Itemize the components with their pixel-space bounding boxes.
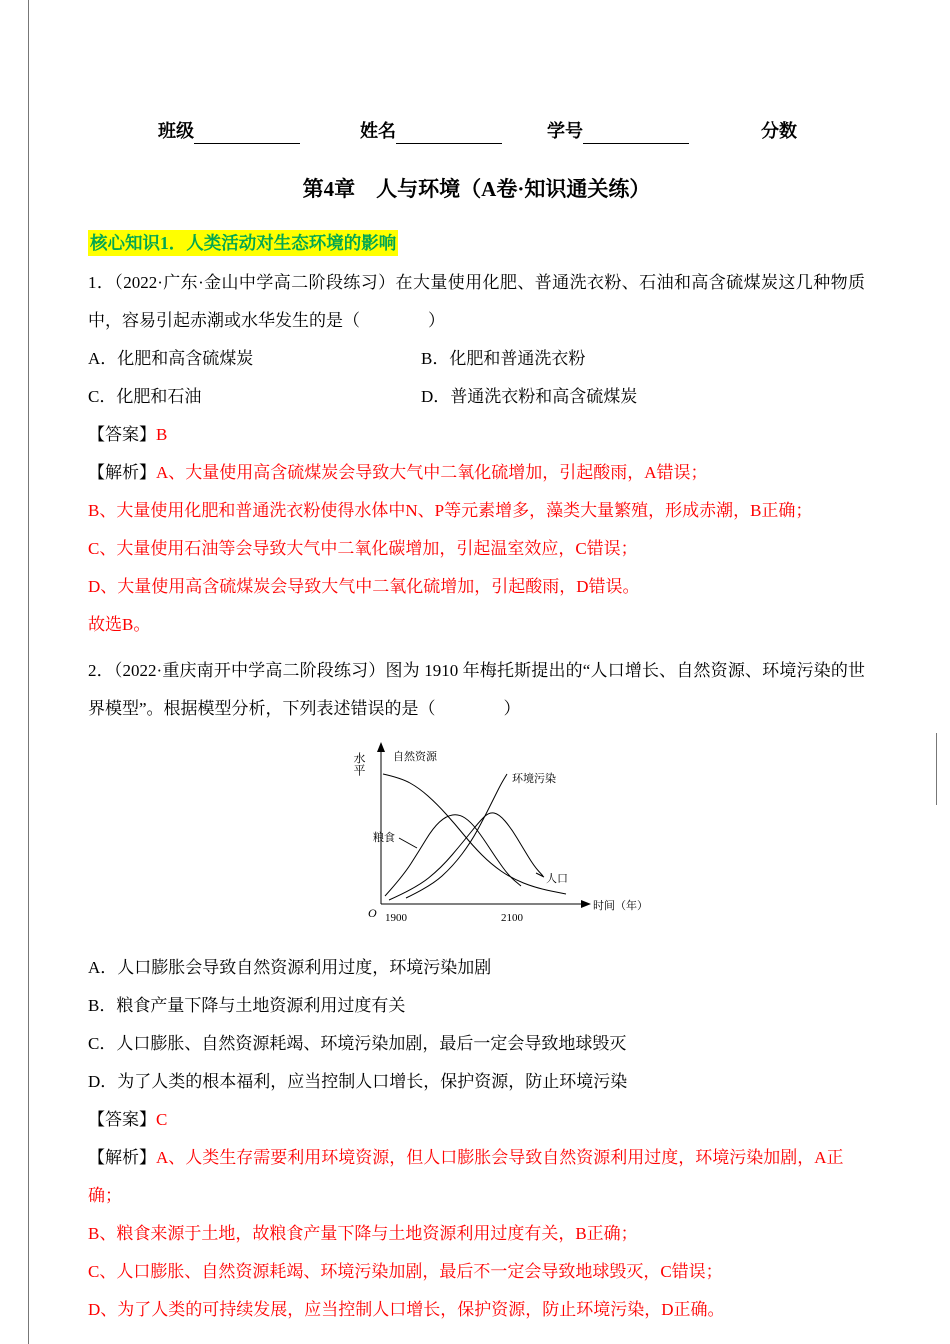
field-name-blank[interactable] [396, 123, 502, 144]
page-border-right-fragment [936, 733, 937, 805]
curve-resources [383, 774, 566, 894]
q1-analysis-label: 【解析】 [88, 463, 156, 482]
q1-answer-label: 【答案】 [88, 425, 156, 444]
q2-analysis-line-d: D、为了人类的可持续发展，应当控制人口增长，保护资源，防止环境污染，D正确。 [88, 1300, 725, 1319]
figure-origin-label: O [368, 906, 377, 920]
field-class-label: 班级 [158, 121, 194, 141]
q1-option-b: B．化肥和普通洗衣粉 [421, 349, 586, 368]
field-class-blank[interactable] [194, 123, 300, 144]
q2-answer-line [88, 1101, 865, 1139]
field-name-label: 姓名 [360, 121, 396, 141]
field-score-label: 分数 [761, 121, 797, 141]
q1-analysis-conclusion: 故选B。 [88, 615, 151, 634]
q2-option-d: D．为了人类的根本福利，应当控制人口增长，保护资源，防止环境污染 [88, 1072, 628, 1091]
page-border-left [28, 0, 29, 1344]
q1-analysis-line-b: B、大量使用化肥和普通洗衣粉使得水体中N、P等元素增多，藻类大量繁殖，形成赤潮，B正确； [88, 501, 813, 520]
q1-option-c: C．化肥和石油 [88, 387, 202, 406]
field-student-id [547, 118, 689, 144]
q2-stem: 2．（2022·重庆南开中学高二阶段练习）图为 1910 年梅托斯提出的“人口增长、自然资源、环境污染的世界模型”。根据模型分析，下列表述错误的是（ ） [88, 661, 865, 718]
q2-analysis-label: 【解析】 [88, 1148, 156, 1167]
q1-analysis-line-c: C、大量使用石油等会导致大气中二氧化碳增加，引起温室效应，C错误； [88, 539, 638, 558]
field-student-id-blank[interactable] [583, 123, 689, 144]
q2-analysis-line-c: C、人口膨胀、自然资源耗竭、环境污染加剧，最后不一定会导致地球毁灭，C错误； [88, 1262, 723, 1281]
field-name [360, 118, 502, 144]
figure-label-pollution: 环境污染 [512, 773, 556, 785]
q1-option-a: A．化肥和高含硫煤炭 [88, 349, 254, 368]
curve-grain [385, 815, 521, 896]
q1-analysis-line-a [88, 454, 865, 492]
curve-population [389, 813, 543, 900]
figure-y-axis-label: 水平 [352, 752, 366, 776]
q2-analysis-text-a: A、人类生存需要利用环境资源，但人口膨胀会导致自然资源利用过度，环境污染加剧，A正确； [88, 1148, 844, 1205]
student-info-row [88, 118, 865, 144]
q2-analysis-line-a [88, 1139, 865, 1215]
figure-label-grain: 粮食 [373, 832, 395, 844]
world-model-figure [331, 736, 865, 941]
figure-xtick-1900: 1900 [385, 912, 407, 924]
q1-stem: 1．（2022·广东·金山中学高二阶段练习）在大量使用化肥、普通洗衣粉、石油和高含硫煤炭这几种物质中，容易引起赤潮或水华发生的是（ ） [88, 273, 865, 330]
q2-option-c: C．人口膨胀、自然资源耗竭、环境污染加剧，最后一定会导致地球毁灭 [88, 1034, 627, 1053]
q1-option-d: D．普通洗衣粉和高含硫煤炭 [421, 387, 638, 406]
field-student-id-label: 学号 [547, 121, 583, 141]
q2-analysis-line-b: B、粮食来源于土地，故粮食产量下降与土地资源利用过度有关，B正确； [88, 1224, 638, 1243]
q2-option-a: A．人口膨胀会导致自然资源利用过度，环境污染加剧 [88, 958, 492, 977]
world-model-chart [331, 736, 651, 936]
field-score [761, 118, 797, 144]
q1-answer-line [88, 416, 865, 454]
figure-label-resources: 自然资源 [393, 751, 437, 763]
curve-pollution [406, 774, 507, 898]
page-title: 第4章 人与环境（A卷·知识通关练） [302, 177, 651, 201]
figure-label-population: 人口 [546, 873, 568, 885]
q1-answer-value: B [156, 425, 168, 444]
q2-answer-label: 【答案】 [88, 1110, 156, 1129]
q2-option-b: B．粮食产量下降与土地资源利用过度有关 [88, 996, 406, 1015]
q1-analysis-line-d: D、大量使用高含硫煤炭会导致大气中二氧化硫增加，引起酸雨，D错误。 [88, 577, 640, 596]
field-class [158, 118, 300, 144]
q1-analysis-text-a: A、大量使用高含硫煤炭会导致大气中二氧化硫增加，引起酸雨，A错误； [156, 463, 708, 482]
q2-answer-value: C [156, 1110, 168, 1129]
figure-curves [383, 774, 566, 900]
section-heading: 核心知识1．人类活动对生态环境的影响 [88, 230, 398, 256]
q1-options-row-1 [88, 340, 865, 378]
figure-xtick-2100: 2100 [501, 912, 523, 924]
q1-options-row-2 [88, 378, 865, 416]
figure-x-axis-label: 时间（年） [593, 900, 648, 912]
